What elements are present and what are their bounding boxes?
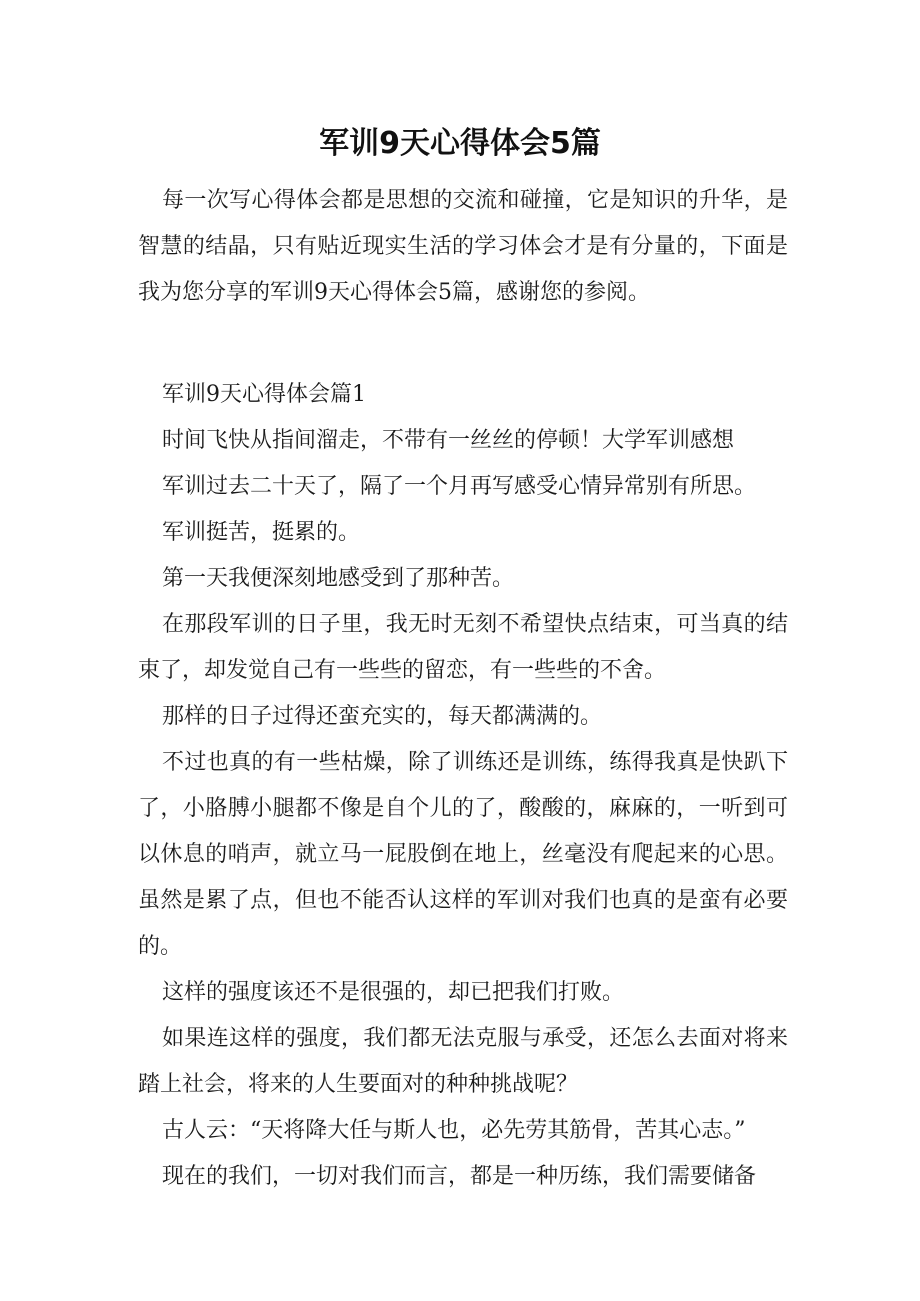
intro-block [138, 178, 788, 316]
paragraph-8: 这样的强度该还不是很强的，却已把我们打败。 [162, 980, 625, 1005]
paragraph-11: 现在的我们，一切对我们而言，都是一种历练，我们需要储备 [162, 1164, 757, 1189]
section-heading: 军训9天心得体会篇1 [162, 382, 366, 407]
paragraph-2: 军训过去二十天了，隔了一个月再写感受心情异常别有所思。 [162, 474, 757, 499]
paragraph-6: 那样的日子过得还蛮充实的，每天都满满的。 [162, 704, 603, 729]
paragraph-4: 第一天我便深刻地感受到了那种苦。 [162, 566, 515, 591]
paragraph-1: 时间飞快从指间溜走，不带有一丝丝的停顿！大学军训感想 [162, 428, 735, 453]
paragraph-10: 古人云：“天将降大任与斯人也，必先劳其筋骨，苦其心志。” [162, 1118, 746, 1143]
paragraph-5: 在那段军训的日子里，我无时无刻不希望快点结束，可当真的结束了，却发觉自己有一些些的留恋，有一些些的不舍。 [138, 612, 788, 683]
section-1 [138, 372, 788, 1200]
paragraph-9: 如果连这样的强度，我们都无法克服与承受，还怎么去面对将来踏上社会，将来的人生要面对的种种挑战呢？ [138, 1026, 788, 1097]
intro-paragraph: 每一次写心得体会都是思想的交流和碰撞，它是知识的升华，是智慧的结晶，只有贴近现实生活的学习体会才是有分量的，下面是我为您分享的军训9天心得体会5篇，感谢您的参阅。 [138, 188, 788, 305]
document-title: 军训9天心得体会5篇 [319, 126, 601, 161]
paragraph-7: 不过也真的有一些枯燥，除了训练还是训练，练得我真是快趴下了，小胳膊小腿都不像是自个儿的了，酸酸的，麻麻的，一听到可以休息的哨声，就立马一屁股倒在地上，丝毫没有爬起来的心思。虽然是累了点，但也不能否认这样的军训对我们也真的是蛮有必要的。 [138, 750, 788, 959]
paragraph-3: 军训挺苦，挺累的。 [162, 520, 361, 545]
